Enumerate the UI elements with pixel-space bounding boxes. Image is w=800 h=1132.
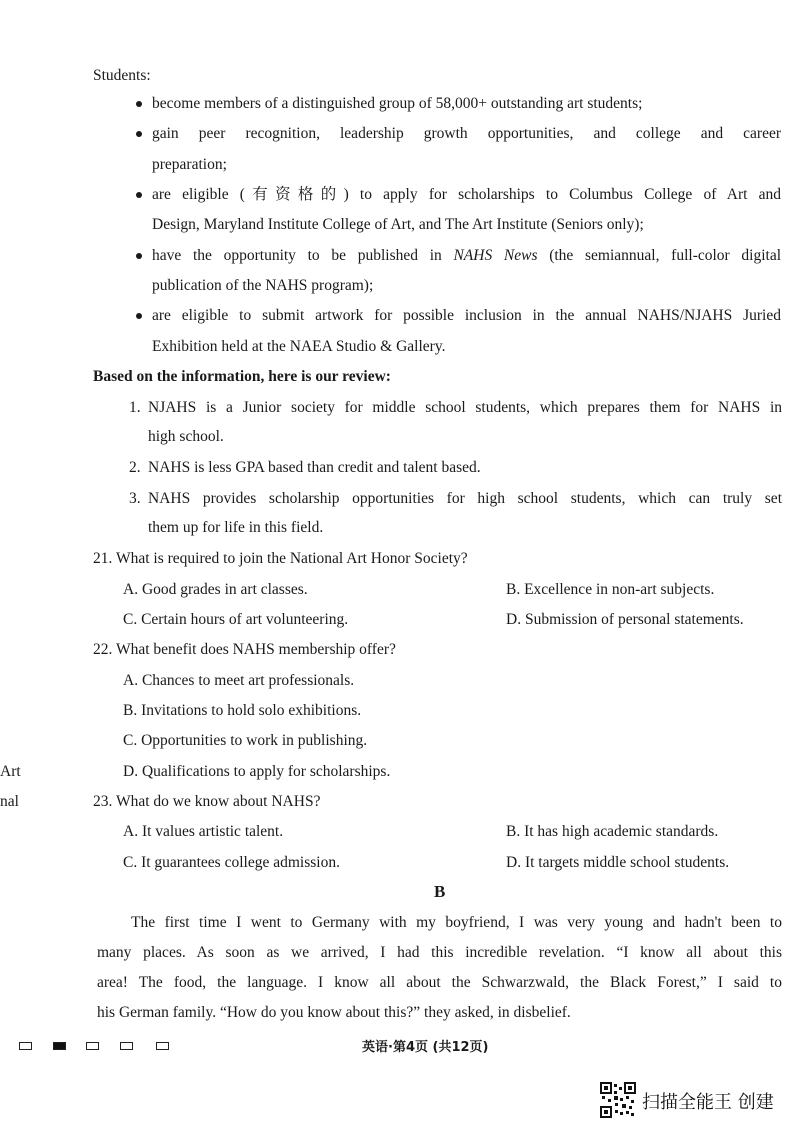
benefit-item: become members of a distinguished group of 58,000+ outstanding art students; xyxy=(152,95,643,112)
page-marker xyxy=(86,1042,99,1050)
page-marker-current xyxy=(53,1042,66,1050)
bullet-dot xyxy=(136,253,142,259)
benefit-item: are eligible (有资格的) to apply for scholarships to Columbus College of Art and xyxy=(152,186,781,203)
review-number: 2. xyxy=(129,459,141,476)
option-d: D. Submission of personal statements. xyxy=(506,611,744,628)
option-c: C. Certain hours of art volunteering. xyxy=(123,611,349,628)
review-item: NAHS is less GPA based than credit and talent based. xyxy=(148,459,481,476)
option-a: A. It values artistic talent. xyxy=(123,823,284,840)
section-heading: B xyxy=(434,882,446,901)
publication-title: NAHS News xyxy=(453,247,538,264)
option-d: D. It targets middle school students. xyxy=(506,854,730,871)
passage-line: area! The food, the language. I know all about the Schwarzwald, the Black Forest,” I said to xyxy=(97,974,782,991)
review-item-cont: high school. xyxy=(148,428,224,445)
option-c: C. Opportunities to work in publishing. xyxy=(123,732,368,749)
bullet-dot xyxy=(136,313,142,319)
page-marker xyxy=(156,1042,169,1050)
bleed-text: Art xyxy=(0,763,21,780)
bullet-dot xyxy=(136,192,142,198)
review-item-cont: them up for life in this field. xyxy=(148,519,324,536)
review-number: 3. xyxy=(129,490,141,507)
option-a: A. Chances to meet art professionals. xyxy=(123,672,355,689)
benefit-item-cont: Design, Maryland Institute College of Art, and The Art Institute (Seniors only); xyxy=(152,216,644,233)
students-heading: Students: xyxy=(93,67,151,84)
review-item: NAHS provides scholarship opportunities for high school students, which can truly set xyxy=(148,490,782,507)
question-stem: 22. What benefit does NAHS membership offer? xyxy=(93,641,396,658)
passage-line: his German family. “How do you know about this?” they asked, in disbelief. xyxy=(97,1004,571,1021)
bleed-text: nal xyxy=(0,793,19,810)
option-b: B. Invitations to hold solo exhibitions. xyxy=(123,702,362,719)
benefit-text: have the opportunity to be published in xyxy=(152,247,454,264)
option-b: B. It has high academic standards. xyxy=(506,823,719,840)
benefit-item: gain peer recognition, leadership growth opportunities, and college and career xyxy=(152,125,781,142)
benefit-item-cont: Exhibition held at the NAEA Studio & Gallery. xyxy=(152,338,446,355)
option-c: C. It guarantees college admission. xyxy=(123,854,340,871)
benefit-item xyxy=(152,246,781,266)
scanner-watermark: 扫描全能王 创建 xyxy=(642,1092,774,1113)
benefit-item-cont: preparation; xyxy=(152,156,227,173)
question-stem: 21. What is required to join the National Art Honor Society? xyxy=(93,550,468,567)
option-a: A. Good grades in art classes. xyxy=(123,581,308,598)
passage-line: many places. As soon as we arrived, I had this incredible revelation. “I know all about this xyxy=(97,944,782,961)
passage-line: The first time I went to Germany with my boyfriend, I was very young and hadn't been to xyxy=(131,914,782,931)
page-marker xyxy=(19,1042,32,1050)
option-b: B. Excellence in non-art subjects. xyxy=(506,581,715,598)
review-heading: Based on the information, here is our review: xyxy=(93,368,391,385)
review-number: 1. xyxy=(129,399,141,416)
footer-page-label: 英语·第4页 (共12页) xyxy=(362,1040,489,1055)
page-marker xyxy=(120,1042,133,1050)
bullet-dot xyxy=(136,101,142,107)
qr-code-icon xyxy=(600,1082,636,1118)
benefit-text: (the semiannual, full-color digital xyxy=(537,247,782,264)
benefit-item-cont: publication of the NAHS program); xyxy=(152,277,374,294)
option-d: D. Qualifications to apply for scholarships. xyxy=(123,763,391,780)
bullet-dot xyxy=(136,131,142,137)
review-item: NJAHS is a Junior society for middle school students, which prepares them for NAHS in xyxy=(148,399,782,416)
benefit-item: are eligible to submit artwork for possible inclusion in the annual NAHS/NJAHS Juried xyxy=(152,307,781,324)
question-stem: 23. What do we know about NAHS? xyxy=(93,793,321,810)
